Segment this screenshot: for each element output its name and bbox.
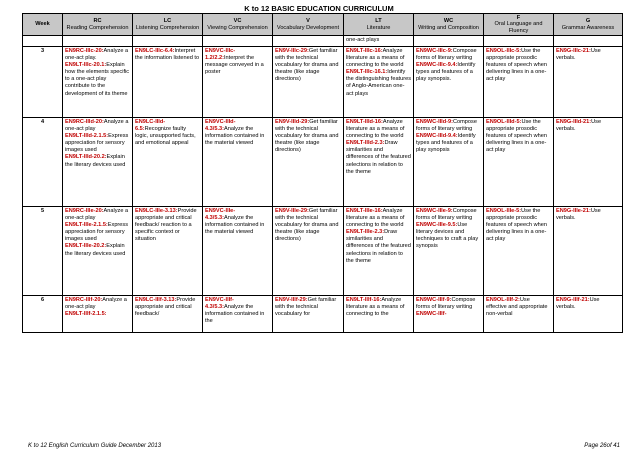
competency-text: Get familiar with the technical vocabulary for drama and theatre (like stage directions) bbox=[275, 208, 339, 243]
competency-text: Analyze literature as a means of connecting to the world bbox=[346, 119, 405, 140]
competency-text: Provide appropriate and critical feedback/ reaction to a specific context or situation bbox=[135, 208, 197, 243]
week-cell: 5 bbox=[23, 207, 63, 296]
competency-cell bbox=[484, 36, 554, 47]
competency-text: Provide appropriate and critical feedback/ bbox=[135, 297, 196, 318]
competency-item bbox=[346, 119, 411, 140]
competency-text: Use the appropriate prosodic features of speech when delivering lines in a one-act play bbox=[486, 48, 547, 83]
competency-item bbox=[346, 140, 411, 175]
competency-code: EN9LT-IIId-16: bbox=[346, 119, 383, 125]
table-row bbox=[23, 36, 623, 47]
competency-cell bbox=[344, 296, 414, 333]
competency-code: EN9LC-IIIc-6.4: bbox=[135, 48, 175, 54]
competency-code: EN9WC-IIIc-9: bbox=[416, 48, 453, 54]
table-row bbox=[23, 47, 623, 118]
competency-text: Analyze a one-act play bbox=[65, 297, 127, 311]
competency-item bbox=[275, 119, 341, 154]
competency-item bbox=[486, 208, 551, 243]
competency-cell bbox=[63, 47, 133, 118]
competency-cell bbox=[133, 47, 203, 118]
competency-cell bbox=[133, 296, 203, 333]
competency-text: Analyze literature as a means of connecting to the world bbox=[346, 208, 405, 229]
competency-item bbox=[346, 229, 411, 264]
competency-text: Use verbals. bbox=[556, 48, 601, 62]
competency-cell bbox=[414, 47, 484, 118]
competency-code: EN9V-IIIc-29: bbox=[275, 48, 309, 54]
competency-code: EN9V-IIId-29: bbox=[275, 119, 310, 125]
competency-text: Identify types and features of a play synopsis bbox=[416, 133, 476, 154]
competency-item bbox=[135, 48, 200, 62]
competency-item bbox=[135, 208, 200, 243]
competency-code: EN9LT-IIIc-16: bbox=[346, 48, 383, 54]
competency-code: EN9G-IIId-21: bbox=[556, 119, 592, 125]
competency-code: EN9VC-IIId-4.3/5.3: bbox=[205, 119, 236, 133]
competency-item bbox=[416, 48, 481, 62]
week-cell bbox=[23, 36, 63, 47]
competency-code: EN9VC-IIIc-1.2/2.2: bbox=[205, 48, 236, 62]
competency-text: Compose forms of literary writing bbox=[416, 297, 476, 311]
header-wc: WC Writing and Composition bbox=[414, 14, 484, 36]
competency-cell bbox=[133, 118, 203, 207]
competency-item bbox=[556, 208, 620, 222]
competency-text: Analyze a one-act play. bbox=[65, 48, 129, 62]
competency-code: EN9G-IIIc-21: bbox=[556, 48, 591, 54]
competency-text: Identify the distinguishing features of Anglo-American one-act plays bbox=[346, 69, 411, 97]
header-rc: RC Reading Comprehension bbox=[63, 14, 133, 36]
competency-cell bbox=[344, 207, 414, 296]
competency-code: EN9WC-IIIe-9: bbox=[416, 208, 453, 214]
competency-item bbox=[416, 311, 481, 318]
competency-text: Express appreciation for sensory images used bbox=[65, 133, 129, 154]
competency-code: EN9OL-IIId-5: bbox=[486, 119, 522, 125]
competency-text: one-act plays bbox=[346, 37, 380, 43]
table-row bbox=[23, 207, 623, 296]
competency-text: Get familiar with the technical vocabulary for drama and theatre (like stage directions) bbox=[275, 119, 339, 154]
competency-code: EN9VC-IIIf-4.3/5.3: bbox=[205, 297, 234, 311]
competency-cell bbox=[203, 296, 273, 333]
competency-item bbox=[135, 297, 200, 318]
competency-cell bbox=[414, 296, 484, 333]
competency-item bbox=[346, 37, 411, 44]
competency-text: Analyze the information contained in the material viewed bbox=[205, 215, 265, 236]
competency-text: Analyze literature as a means of connecting to the bbox=[346, 297, 405, 318]
competency-cell bbox=[203, 36, 273, 47]
competency-text: Use effective and appropriate non-verbal bbox=[486, 297, 548, 318]
competency-code: EN9LT-IIIe-2.3: bbox=[346, 229, 385, 236]
competency-item bbox=[416, 62, 481, 83]
competency-item bbox=[416, 208, 481, 222]
competency-text: Analyze the information contained in the material viewed bbox=[205, 126, 265, 147]
competency-item bbox=[346, 69, 411, 97]
competency-item bbox=[65, 154, 130, 168]
competency-text: Compose forms of literary writing bbox=[416, 208, 477, 222]
competency-text: Analyze a one-act play bbox=[65, 119, 129, 133]
competency-text: Compose forms of literary writing bbox=[416, 48, 477, 62]
competency-text: Draw similarities and differences of the featured selections in relation to the theme bbox=[346, 140, 411, 175]
competency-code: EN9LT-IIId-2.3: bbox=[346, 140, 385, 147]
competency-cell bbox=[484, 207, 554, 296]
competency-code: EN9RC-IIIf-20: bbox=[65, 297, 103, 303]
competency-cell bbox=[344, 47, 414, 118]
competency-code: EN9G-IIIf-21: bbox=[556, 297, 590, 303]
competency-item bbox=[486, 48, 551, 83]
competency-cell bbox=[273, 118, 344, 207]
header-week: Week bbox=[23, 14, 63, 36]
competency-cell bbox=[203, 207, 273, 296]
footer-page-current: 26 bbox=[599, 443, 607, 449]
competency-item bbox=[65, 311, 130, 318]
page-title: K to 12 BASIC EDUCATION CURRICULUM bbox=[244, 4, 394, 13]
competency-text: Recognize faulty logic, unsupported facts, and emotional appeal bbox=[135, 126, 196, 147]
header-lt: LT Literature bbox=[344, 14, 414, 36]
competency-code: EN9WC-IIId-9: bbox=[416, 119, 453, 125]
competency-item bbox=[556, 48, 620, 62]
competency-item bbox=[205, 48, 270, 76]
competency-cell bbox=[484, 47, 554, 118]
competency-item bbox=[416, 297, 481, 311]
competency-text: Use verbals. bbox=[556, 208, 601, 222]
competency-code: EN9G-IIIe-21: bbox=[556, 208, 591, 214]
competency-text: Explain the literary devices used bbox=[65, 243, 126, 257]
header-g: G Grammar Awareness bbox=[554, 14, 623, 36]
competency-cell bbox=[273, 296, 344, 333]
footer-page-total: of 41 bbox=[606, 443, 620, 449]
competency-item bbox=[205, 208, 270, 236]
header-v: V Vocabulary Development bbox=[273, 14, 344, 36]
competency-code: EN9LT-IIId-2.1.5: bbox=[65, 133, 109, 140]
competency-cell bbox=[203, 47, 273, 118]
competency-cell bbox=[133, 36, 203, 47]
competency-code: EN9LT-IIIf-2.1.5: bbox=[65, 311, 107, 318]
footer-guide-title: K to 12 English Curriculum Guide December 2013 bbox=[28, 443, 162, 449]
competency-item bbox=[556, 297, 620, 311]
week-cell: 4 bbox=[23, 118, 63, 207]
competency-cell bbox=[554, 118, 623, 207]
competency-item bbox=[275, 208, 341, 243]
competency-text: Use verbals. bbox=[556, 119, 602, 133]
competency-cell bbox=[63, 207, 133, 296]
competency-code: EN9RC-IIIe-20: bbox=[65, 208, 104, 214]
competency-cell bbox=[63, 36, 133, 47]
competency-code: EN9LT-IIIe-20.2: bbox=[65, 243, 107, 250]
competency-code: EN9LT-IIIe-16: bbox=[346, 208, 383, 214]
competency-cell bbox=[554, 47, 623, 118]
competency-item bbox=[275, 48, 341, 83]
table-row bbox=[23, 296, 623, 333]
competency-text: Get familiar with the technical vocabulary for bbox=[275, 297, 337, 318]
competency-item bbox=[486, 297, 551, 318]
competency-cell bbox=[414, 36, 484, 47]
competency-text: Use the appropriate prosodic features of speech when delivering lines in a one-act play bbox=[486, 119, 547, 154]
competency-code: EN9LT-IIIe-2.1.5: bbox=[65, 222, 108, 229]
competency-text: Use literary devices and techniques to craft a play synopsis bbox=[416, 222, 479, 250]
header-row bbox=[23, 14, 623, 36]
curriculum-table bbox=[22, 13, 623, 333]
competency-cell bbox=[273, 36, 344, 47]
competency-item bbox=[135, 119, 200, 147]
competency-cell bbox=[273, 207, 344, 296]
competency-item bbox=[65, 222, 130, 243]
competency-text: Interpret the message conveyed in a poster bbox=[205, 55, 264, 76]
footer-page-label: Page bbox=[584, 443, 599, 449]
competency-text: Explain how the elements specific to a one-act play contribute to the development of its theme bbox=[65, 62, 130, 97]
competency-cell bbox=[554, 296, 623, 333]
competency-item bbox=[416, 119, 481, 133]
header-f: F Oral Language and Fluency bbox=[484, 14, 554, 36]
header-vc: VC Viewing Comprehension bbox=[203, 14, 273, 36]
competency-text: Get familiar with the technical vocabulary for drama and theatre (like stage directions) bbox=[275, 48, 339, 83]
competency-code: EN9LT-IIId-20.2: bbox=[65, 154, 107, 161]
competency-item bbox=[416, 222, 481, 250]
competency-code: EN9LT-IIIc-16.1: bbox=[346, 69, 388, 76]
competency-text: Analyze a one-act play bbox=[65, 208, 129, 222]
competency-code: EN9RC-IIIc-20: bbox=[65, 48, 104, 54]
competency-text: Identify types and features of a play synopsis. bbox=[416, 62, 476, 83]
competency-item bbox=[65, 119, 130, 133]
competency-code: EN9LC-IIId-6.5: bbox=[135, 119, 166, 133]
competency-item bbox=[65, 62, 130, 97]
competency-cell bbox=[273, 47, 344, 118]
competency-item bbox=[65, 133, 130, 154]
competency-cell bbox=[344, 118, 414, 207]
competency-cell bbox=[554, 207, 623, 296]
competency-cell bbox=[63, 296, 133, 333]
competency-code: EN9WC-IIIc-9.4: bbox=[416, 62, 458, 69]
competency-item bbox=[346, 48, 411, 69]
competency-item bbox=[346, 208, 411, 229]
competency-item bbox=[556, 119, 620, 133]
competency-code: EN9OL-IIIf-2: bbox=[486, 297, 520, 303]
competency-item bbox=[65, 243, 130, 257]
competency-code: EN9LC-IIIf-3.13: bbox=[135, 297, 177, 303]
competency-cell bbox=[414, 118, 484, 207]
competency-text: Analyze the information contained in the bbox=[205, 304, 265, 325]
competency-cell bbox=[484, 118, 554, 207]
competency-cell bbox=[63, 118, 133, 207]
competency-code: EN9WC-IIIf-9: bbox=[416, 297, 452, 303]
week-cell: 6 bbox=[23, 296, 63, 333]
competency-text: Express appreciation for sensory images used bbox=[65, 222, 129, 243]
competency-code: EN9VC-IIIe-4.3/5.3: bbox=[205, 208, 236, 222]
competency-code: EN9WC-IIIe-9.5: bbox=[416, 222, 458, 229]
week-cell: 3 bbox=[23, 47, 63, 118]
table-row bbox=[23, 118, 623, 207]
competency-item bbox=[205, 297, 270, 325]
competency-code: EN9OL-IIIc-5: bbox=[486, 48, 522, 54]
competency-code: EN9OL-IIIe-5: bbox=[486, 208, 522, 214]
competency-item bbox=[346, 297, 411, 318]
competency-code: EN9V-IIIe-29: bbox=[275, 208, 309, 214]
competency-code: EN9WC-IIId-9.4: bbox=[416, 133, 458, 140]
competency-code: EN9RC-IIId-20: bbox=[65, 119, 104, 125]
competency-text: Draw similarities and differences of the featured selections in relation to the theme bbox=[346, 229, 411, 264]
competency-item bbox=[65, 297, 130, 311]
competency-item bbox=[65, 208, 130, 222]
competency-text: Explain the literary devices used bbox=[65, 154, 126, 168]
competency-cell bbox=[133, 207, 203, 296]
competency-cell bbox=[344, 36, 414, 47]
competency-code: EN9WC-IIIf- bbox=[416, 311, 447, 318]
competency-text: Compose forms of literary writing bbox=[416, 119, 477, 133]
competency-code: EN9LT-IIIf-16: bbox=[346, 297, 382, 303]
competency-item bbox=[275, 297, 341, 318]
competency-text: Use the appropriate prosodic features of speech when delivering lines in a one-act play bbox=[486, 208, 547, 243]
competency-code: EN9LC-IIIe-3.13: bbox=[135, 208, 178, 214]
competency-cell bbox=[203, 118, 273, 207]
footer-page-number bbox=[584, 443, 620, 449]
competency-cell bbox=[484, 296, 554, 333]
competency-text: Use verbals. bbox=[556, 297, 600, 311]
competency-item bbox=[486, 119, 551, 154]
competency-text: Analyze literature as a means of connecting to the world bbox=[346, 48, 405, 69]
competency-code: EN9LT-IIIc-20.1: bbox=[65, 62, 107, 69]
competency-cell bbox=[554, 36, 623, 47]
competency-item bbox=[416, 133, 481, 154]
competency-code: EN9V-IIIf-29: bbox=[275, 297, 308, 303]
competency-item bbox=[205, 119, 270, 147]
competency-cell bbox=[414, 207, 484, 296]
competency-text: Interpret the information listened to bbox=[135, 48, 200, 62]
header-lc: LC Listening Comprehension bbox=[133, 14, 203, 36]
competency-item bbox=[65, 48, 130, 62]
